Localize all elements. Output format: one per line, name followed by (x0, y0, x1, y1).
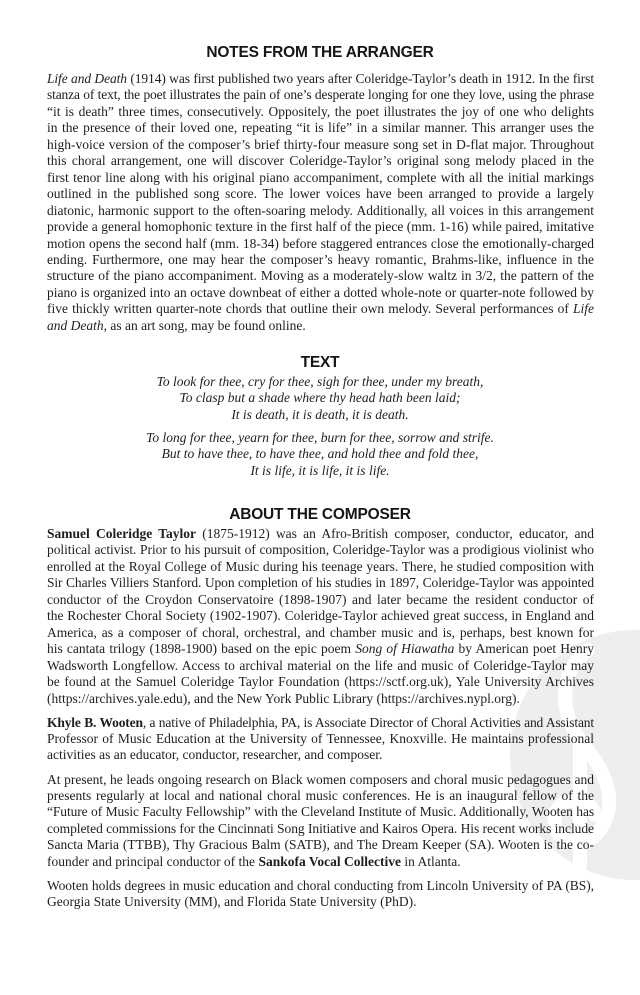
text-line (47, 894, 594, 910)
text-line (47, 153, 594, 169)
text-line (47, 170, 594, 186)
poem-stanza-2 (0, 430, 640, 479)
text-run: presents regularly at local and national choral music conferences. He is an inaugural fellow of the (47, 787, 594, 803)
italic-text: Song of Hiawatha (355, 641, 455, 657)
text-run: in the presence of their loved one, repeating “it is life” in a similar manner. This arranger uses the (47, 120, 594, 136)
poem-line: To long for thee, yearn for thee, burn for thee, sorrow and strife. (146, 429, 494, 445)
bold-text: Khyle B. Wooten (47, 714, 143, 730)
text-run: “it is death” three times, consecutively. Oppositely, the poet illustrates the joy of one who delights (47, 103, 594, 119)
text-run: completed commissions for the Cincinnati Song Initiative and Kairos Opera. His recent works include (47, 820, 594, 836)
text-run: (https://archives.yale.edu), and the New York Public Library (https://archives.nypl.org). (47, 690, 520, 706)
text-line (47, 608, 594, 624)
text-run: Georgia State University (MM), and Florida State University (PhD). (47, 894, 417, 910)
text-line (47, 104, 594, 120)
text-run: ending. Furthermore, one may hear the composer’s heavy romantic, Brahms-like, influence in the (47, 251, 594, 267)
text-line (47, 301, 594, 317)
text-line (47, 592, 594, 608)
poem-text (0, 374, 640, 479)
poem-stanza-1 (0, 374, 640, 423)
poem-line: To clasp but a shade where thy head hath been laid; (179, 390, 461, 406)
text-run: Wooten holds degrees in music education and choral conducting from Lincoln University of PA (BS), (47, 877, 594, 893)
text-run: activities as an educator, conductor, researcher, and composer. (47, 747, 383, 763)
text-line (47, 731, 594, 747)
text-run: enrolled at the Royal College of Music during his teenage years. There, he studied composition with (47, 558, 594, 574)
paragraph (47, 526, 594, 707)
text-run: first tenor line along with his original piano accompaniment, complete with all the initial markings (47, 169, 594, 185)
bold-text: Samuel Coleridge Taylor (47, 526, 196, 541)
text-run: be found at the Samuel Coleridge Taylor Foundation (https://sctf.org.uk), Yale University Archives (47, 674, 594, 690)
paragraph (47, 772, 594, 871)
notes-body (47, 71, 594, 334)
bold-text: Sankofa Vocal Collective (258, 853, 401, 869)
text-heading: TEXT (300, 354, 340, 371)
text-line (47, 804, 594, 820)
text-run: structure of the piano accompaniment. Moving as a moderately-slow waltz in 3/2, the pattern of the (47, 268, 594, 284)
text-run: provide a general homophonic texture in the first half of the piece (mm. 1-16) while paired, imitative (47, 219, 594, 235)
text-line (47, 854, 594, 870)
text-run: piano is organized into an octave downbeat of either a dotted whole-note or quarter-note followed by (47, 284, 594, 300)
text-line (47, 87, 594, 103)
poem-line: But to have thee, to have thee, and hold thee and fold thee, (161, 446, 479, 462)
text-line (47, 71, 594, 87)
text-line (47, 542, 594, 558)
text-run: , a native of Philadelphia, PA, is Associate Director of Choral Activities and Assistant (142, 714, 595, 730)
notes-heading: NOTES FROM THE ARRANGER (206, 44, 434, 61)
text-line (47, 625, 594, 641)
text-run: in Atlanta. (400, 853, 461, 869)
text-line (47, 219, 594, 235)
paragraph (47, 878, 594, 911)
paragraph (47, 715, 594, 764)
text-line (47, 120, 594, 136)
text-line (47, 772, 594, 788)
text-run: five thickly written quarter-note chords that outline their own melody. Several performances of (47, 301, 573, 317)
text-run: diatonic, harmonic support to the often-soaring melody. Additionally, all voices in this arrangement (47, 202, 594, 218)
text-run: founder and principal conductor of the (47, 853, 259, 869)
text-run: the Rochester Choral Society (1902-1907). Coleridge-Taylor achieved great success, in England and (47, 608, 594, 624)
text-run: Sir Charles Villiers Stanford. Upon completion of his studies in 1897, Coleridge-Taylor was appointed (47, 575, 594, 591)
text-line (47, 252, 594, 268)
text-run: political activist. Prior to his pursuit of composition, Coleridge-Taylor was a prodigious violinist who (47, 542, 594, 558)
text-line (47, 747, 594, 763)
text-line (47, 837, 594, 853)
text-line (47, 559, 594, 575)
text-run: motion opens the second half (mm. 18-34) before staggered entrances close the emotionally-charged (47, 235, 594, 251)
text-line (47, 137, 594, 153)
text-run: his cantata trilogy (1898-1900) based on the epic poem (47, 641, 356, 657)
poem-line: To look for thee, cry for thee, sigh for thee, under my breath, (156, 374, 484, 389)
text-line (47, 715, 594, 731)
text-run: (1914) was first published two years after Coleridge-Taylor’s death in 1912. In the first (126, 71, 594, 86)
poem-line: It is life, it is life, it is life. (250, 462, 390, 478)
text-line (47, 878, 594, 894)
text-line (47, 203, 594, 219)
text-run: At present, he leads ongoing research on Black women composers and choral music pedagogues and (47, 771, 594, 787)
text-line (47, 285, 594, 301)
text-run: conductor of the Croydon Conservatoire (1898-1907) and later became the resident conductor of (47, 591, 594, 607)
text-line (47, 658, 594, 674)
text-line (47, 788, 594, 804)
text-line (47, 641, 594, 657)
text-line (47, 186, 594, 202)
text-line (47, 575, 594, 591)
text-line (47, 691, 594, 707)
text-run: Wadsworth Longfellow. Access to archival material on the life and music of Coleridge-Taylor may (47, 657, 594, 673)
text-run: , as an art song, may be found online. (103, 317, 306, 333)
text-run: (1875-1912) was an Afro-British composer, conductor, educator, and (195, 526, 594, 541)
paragraph (47, 71, 594, 334)
text-run: America, as a composer of choral, orchestral, and chamber music and is, perhaps, best known for (47, 624, 594, 640)
text-run: this choral arrangement, one will discover Coleridge-Taylor’s original song melody placed in the (47, 153, 594, 169)
text-run: outlined in the published song score. The lower voices have been arranged to provide a largely (47, 186, 594, 202)
text-line (47, 821, 594, 837)
text-run: high-voice version of the composer’s brief thirty-four measure song set in D-flat major. Throughout (47, 136, 594, 152)
italic-text: and Death (47, 317, 104, 333)
text-run: Professor of Music Education at the University of Tennessee, Knoxville. He maintains professional (47, 731, 594, 747)
composer-body (47, 526, 594, 911)
text-run: “Future of Music Faculty Fellowship” with the Cleveland Institute of Music. Additionally, Wooten has (47, 804, 594, 820)
italic-text: Life (572, 301, 594, 317)
text-line (47, 236, 594, 252)
text-run: Sancta Maria (TTBB), Thy Gracious Balm (SATB), and The Dream Keeper (SA). Wooten is the co- (47, 837, 594, 853)
text-line (47, 674, 594, 690)
composer-heading: ABOUT THE COMPOSER (229, 506, 411, 523)
text-run: stanza of text, the poet illustrates the pain of one’s desperate longing for one they love, using the phrase (47, 87, 594, 103)
text-line (47, 318, 594, 334)
text-line (47, 268, 594, 284)
poem-line: It is death, it is death, it is death. (231, 406, 409, 422)
italic-text: Life and Death (47, 71, 127, 86)
text-line (47, 526, 594, 542)
text-run: by American poet Henry (454, 641, 594, 657)
